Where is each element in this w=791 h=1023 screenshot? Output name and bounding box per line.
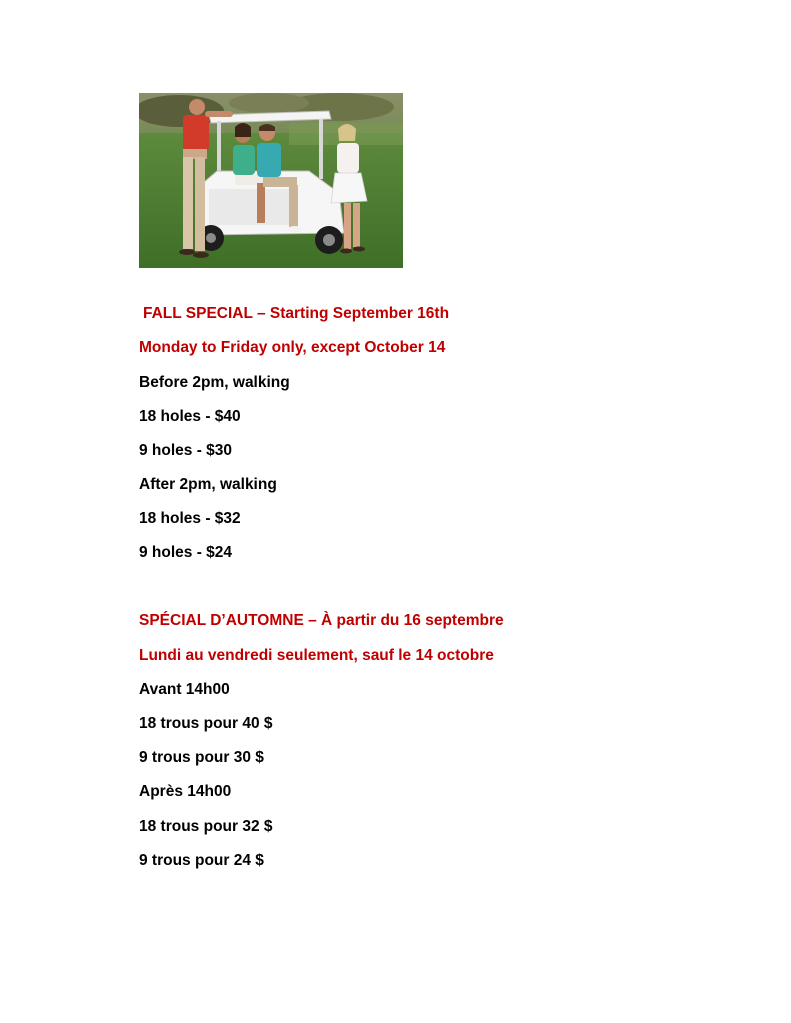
french-before-9-price: 9 trous pour 30 $: [139, 749, 264, 766]
french-heading: SPÉCIAL D’AUTOMNE – À partir du 16 septembre: [139, 612, 504, 629]
golf-cart-photo: [139, 93, 403, 268]
french-after-9-price: 9 trous pour 24 $: [139, 852, 264, 869]
english-after-9-price: 9 holes - $24: [139, 544, 233, 561]
english-after-18-price: 18 holes - $32: [139, 510, 241, 527]
french-before-label: Avant 14h00: [139, 681, 230, 698]
french-before-18-price: 18 trous pour 40 $: [139, 715, 273, 732]
english-heading: FALL SPECIAL – Starting September 16th: [143, 305, 450, 322]
english-before-9-price: 9 holes - $30: [139, 442, 233, 459]
english-subheading: Monday to Friday only, except October 14: [139, 339, 446, 356]
french-subheading: Lundi au vendredi seulement, sauf le 14 octobre: [139, 647, 494, 664]
french-after-label: Après 14h00: [139, 783, 232, 800]
french-after-18-price: 18 trous pour 32 $: [139, 818, 273, 835]
english-after-label: After 2pm, walking: [139, 476, 277, 493]
english-before-label: Before 2pm, walking: [139, 374, 290, 391]
english-before-18-price: 18 holes - $40: [139, 408, 241, 425]
